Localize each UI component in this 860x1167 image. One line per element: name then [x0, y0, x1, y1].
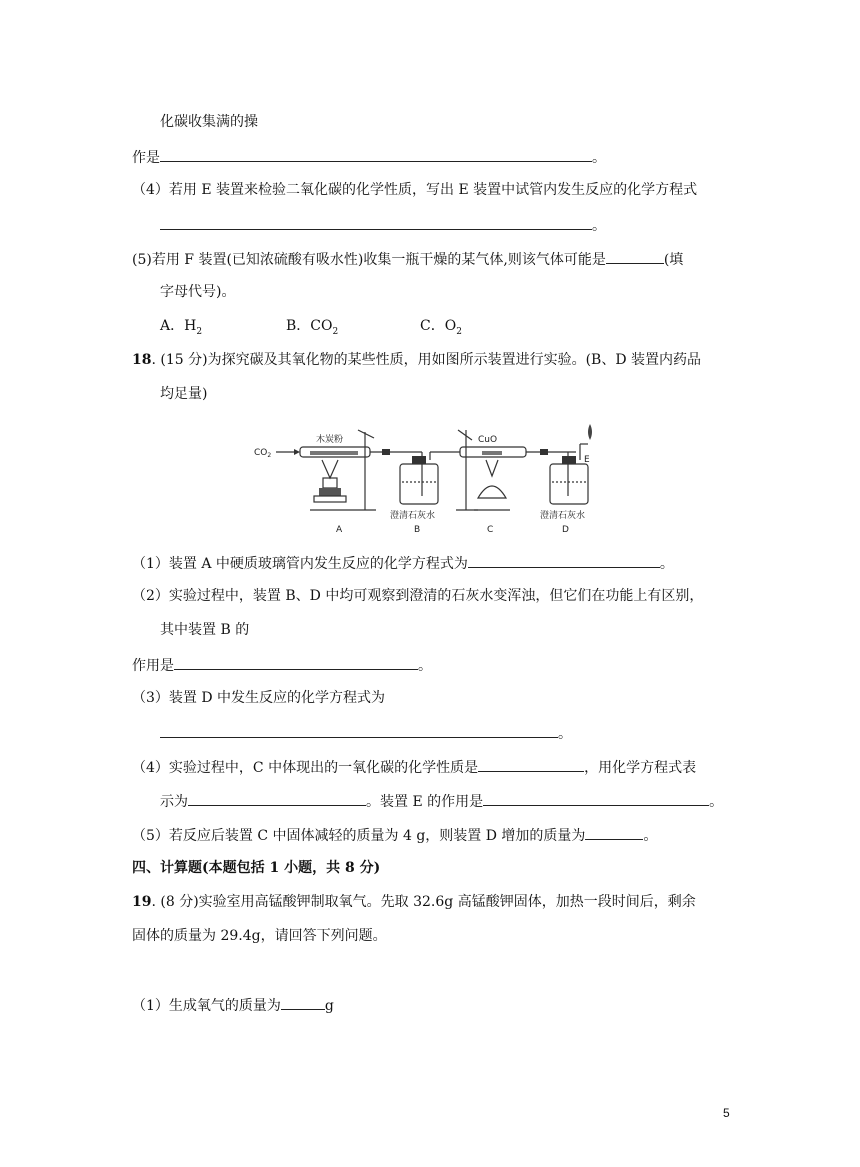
question-4-prompt: （4）若用 E 装置来检验二氧化碳的化学性质，写出 E 装置中试管内发生反应的化学方程式	[132, 182, 698, 198]
question-5-prompt-continued: 字母代号)。	[160, 284, 236, 300]
answer-line-continued: 化碳收集满的操	[160, 114, 258, 130]
answer-blank[interactable]	[174, 654, 418, 670]
q18-sub-4-continued: 示为 。装置 E 的作用是 。	[160, 790, 723, 812]
experiment-apparatus-figure	[250, 418, 610, 536]
answer-blank[interactable]	[281, 994, 325, 1010]
bottle-b	[400, 464, 438, 504]
answer-blank[interactable]	[483, 790, 709, 806]
option-a: A．$H_2$	[160, 318, 203, 337]
page-number: 5	[723, 1106, 730, 1120]
label-a: A	[336, 525, 343, 535]
answer-blank[interactable]	[468, 552, 660, 568]
q18-sub-2: （2）实验过程中，装置 B、D 中均可观察到澄清的石灰水变浑浊，但它们在功能上有区别，	[132, 588, 704, 604]
question-5-prompt: (5)若用 F 装置(已知浓硫酸有吸水性)收集一瓶干燥的某气体,则该气体可能是 (填	[132, 248, 683, 270]
answer-blank[interactable]	[160, 214, 592, 230]
co2-label: $CO_2$	[254, 448, 272, 459]
q18-sub-3-answer: 。	[160, 722, 572, 744]
question-4-answer: 。	[160, 214, 606, 236]
option-c: C．$O_2$	[420, 318, 462, 337]
section-heading-calculation: 四、计算题(本题包括 1 小题，共 8 分)	[132, 860, 381, 876]
q18-sub-1: （1）装置 A 中硬质玻璃管内发生反应的化学方程式为 。	[132, 552, 674, 574]
charcoal-label: 木炭粉	[316, 435, 344, 445]
limewater-b-label: 澄清石灰水	[390, 511, 436, 521]
question-19-stem-continued: 固体的质量为 29.4g，请回答下列问题。	[132, 928, 387, 944]
answer-blank[interactable]	[188, 790, 366, 806]
q18-sub-3: （3）装置 D 中发生反应的化学方程式为	[132, 690, 386, 706]
answer-blank[interactable]	[478, 756, 584, 772]
answer-blank[interactable]	[585, 824, 643, 840]
label-e: E	[584, 455, 590, 465]
q19-sub-1: （1）生成氧气的质量为 g	[132, 994, 334, 1016]
answer-line-operation: 作是 。	[132, 146, 606, 168]
option-b: B．$CO_2$	[286, 318, 339, 337]
answer-blank[interactable]	[160, 722, 558, 738]
q18-sub-4: （4）实验过程中，C 中体现出的一氧化碳的化学性质是 ，用化学方程式表	[132, 756, 696, 778]
label-b: B	[414, 525, 421, 535]
bottle-d	[550, 464, 588, 504]
limewater-d-label: 澄清石灰水	[540, 511, 586, 521]
question-18-stem: 18. (15 分)为探究碳及其氧化物的某些性质，用如图所示装置进行实验。(B、D 装置内药品	[132, 352, 701, 368]
answer-blank[interactable]	[160, 146, 592, 162]
label-c: C	[487, 525, 494, 535]
label-d: D	[562, 525, 569, 535]
flame-e-icon	[588, 424, 592, 440]
cuo-label: CuO	[478, 435, 498, 445]
answer-blank[interactable]	[606, 248, 664, 264]
q18-sub-2-answer: 作用是 。	[132, 654, 432, 676]
question-19-stem: 19. (8 分)实验室用高锰酸钾制取氧气。先取 32.6g 高锰酸钾固体，加热一段时间后，剩余	[132, 894, 696, 910]
q18-sub-5: （5）若反应后装置 C 中固体减轻的质量为 4 g，则装置 D 增加的质量为 。	[132, 824, 657, 846]
q18-sub-2-continued: 其中装置 B 的	[160, 622, 250, 638]
question-18-stem-continued: 均足量)	[160, 386, 208, 402]
